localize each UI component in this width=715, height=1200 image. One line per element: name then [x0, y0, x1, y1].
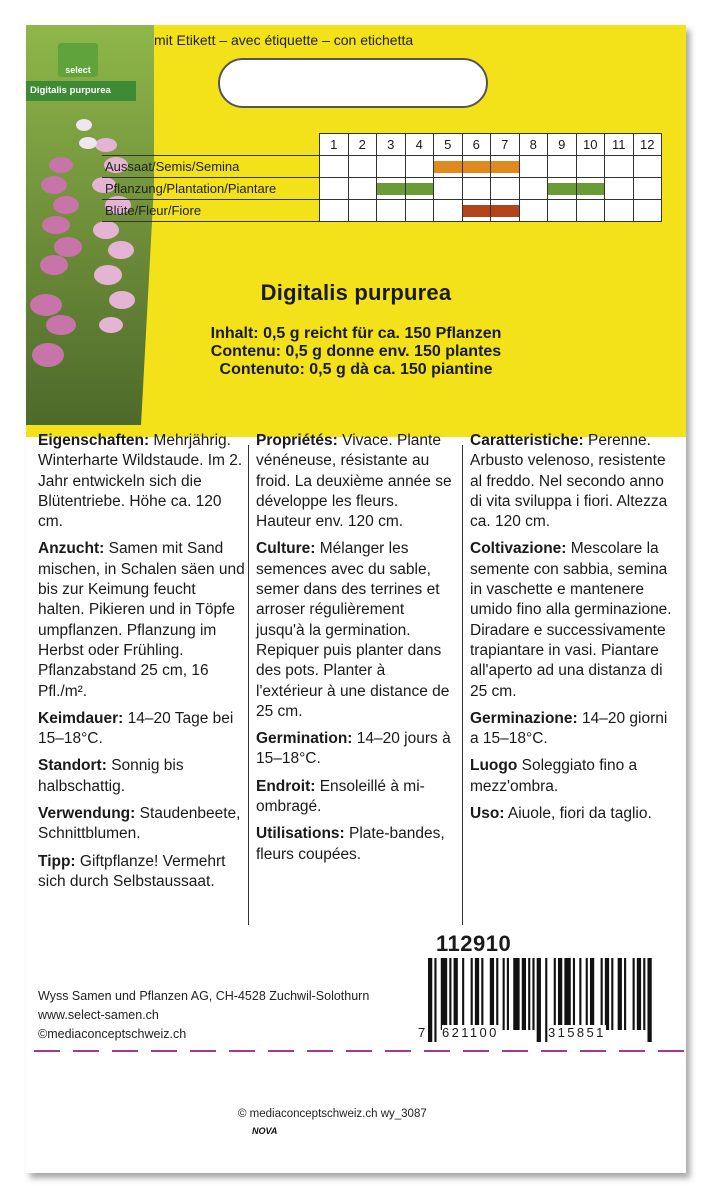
month-cell [348, 200, 377, 222]
month-header: 8 [519, 134, 548, 156]
cut-dash [268, 1050, 294, 1052]
content-it: Contenuto: 0,5 g dà ca. 150 piantine [219, 361, 493, 378]
instruction-heading: Germination: [256, 730, 353, 748]
instruction-paragraph [38, 431, 245, 532]
instruction-paragraph [470, 709, 676, 750]
instruction-heading: Endroit: [256, 777, 316, 795]
calendar-row [102, 178, 662, 200]
month-cell [605, 178, 634, 200]
barcode-bar [624, 958, 626, 1030]
month-header: 6 [462, 134, 491, 156]
period-bar [491, 205, 519, 217]
french-column [256, 431, 456, 872]
instruction-text: 14–20 giorni a 15–18°C. [470, 709, 668, 748]
calendar-row-label: Blüte/Fleur/Fiore [102, 200, 320, 222]
instruction-paragraph [38, 756, 245, 797]
period-bar [463, 161, 491, 173]
cut-dash [424, 1050, 450, 1052]
month-cell [434, 200, 463, 222]
month-header: 2 [348, 134, 377, 156]
barcode-bar [564, 958, 570, 1030]
month-cell [405, 156, 434, 178]
instruction-text: Giftpflanze! Vermehrt sich durch Selbstaussaat. [38, 852, 226, 890]
instruction-paragraph [256, 431, 456, 532]
cut-dash [619, 1050, 645, 1052]
barcode-bar [507, 958, 509, 1030]
instruction-paragraph [256, 539, 456, 722]
month-cell [576, 178, 605, 200]
barcode-bar [601, 958, 603, 1030]
month-header: 1 [320, 134, 349, 156]
instruction-paragraph [38, 804, 245, 845]
barcode-bar [532, 958, 534, 1030]
sowing-calendar [102, 133, 662, 222]
barcode-bar [558, 958, 562, 1030]
month-cell [548, 156, 577, 178]
calendar-row-label: Aussaat/Semis/Semina [102, 156, 320, 178]
month-header: 9 [548, 134, 577, 156]
period-bar [548, 183, 576, 195]
barcode-bar [537, 958, 541, 1042]
content-lines [26, 325, 686, 379]
cut-dash [73, 1050, 99, 1052]
month-cell [377, 200, 406, 222]
calendar-row [102, 200, 662, 222]
instruction-heading: Luogo [470, 757, 518, 775]
instruction-text: 14–20 Tage bei 15–18°C. [38, 709, 234, 748]
german-column [38, 431, 245, 899]
instruction-heading: Uso: [470, 805, 505, 823]
month-cell [576, 200, 605, 222]
month-cell [377, 178, 406, 200]
cut-dash [151, 1050, 177, 1052]
product-title: Digitalis purpurea [260, 280, 452, 305]
month-cell [320, 178, 349, 200]
month-header: 11 [605, 134, 634, 156]
instruction-heading: Standort: [38, 757, 107, 775]
period-bar [434, 161, 462, 173]
period-bar [377, 183, 405, 195]
barcode-bar [554, 958, 556, 1030]
barcode-bar [637, 958, 641, 1030]
instruction-text: Aiuole, fiori da taglio. [504, 805, 652, 823]
company-info [38, 987, 369, 1044]
month-cell [462, 178, 491, 200]
photo-label: Digitalis purpurea [26, 81, 136, 101]
month-cell [605, 200, 634, 222]
instruction-text: 14–20 jours à 15–18°C. [256, 730, 451, 768]
month-cell [548, 178, 577, 200]
barcode-bar [496, 958, 498, 1030]
instruction-heading: Keimdauer: [38, 709, 124, 727]
month-cell [405, 200, 434, 222]
month-cell [576, 156, 605, 178]
cut-dash [190, 1050, 216, 1052]
month-cell [348, 178, 377, 200]
month-cell [348, 156, 377, 178]
cut-dash [658, 1050, 684, 1052]
barcode-bar [545, 958, 547, 1042]
barcode-bar [633, 958, 635, 1030]
month-header: 12 [633, 134, 662, 156]
instruction-heading: Eigenschaften: [38, 432, 150, 449]
footer-credit: © mediaconceptschweiz.ch wy_3087 [238, 1108, 427, 1120]
instruction-text: Sonnig bis halbschattig. [38, 757, 184, 795]
barcode-bar [434, 958, 436, 1042]
barcode-bar [481, 958, 483, 1030]
cut-dash [463, 1050, 489, 1052]
instruction-text: Samen mit Sand mischen, in Schalen säen und bis zur Keimung feucht halten. Pikieren und in Töpfe umpflanzen. Pflanzung im Herbst oder Frühling. Pflanzabstand 25 cm, 16 Pfl./m². [38, 540, 245, 700]
month-cell [519, 200, 548, 222]
barcode-bar [475, 958, 479, 1030]
instruction-heading: Caratteristiche: [470, 432, 584, 449]
instruction-text: Perenne. Arbusto velenoso, resistente al freddo. Nel secondo anno di vita sviluppa i fiori. Altezza ca. 120 cm. [470, 432, 668, 531]
period-bar [577, 183, 605, 195]
period-bar [491, 161, 519, 173]
product-number: 112910 [436, 931, 512, 956]
barcode-bar [441, 958, 447, 1030]
instruction-paragraph [256, 777, 456, 818]
cut-dash [34, 1050, 60, 1052]
company-copyright: ©mediaconceptschweiz.ch [38, 1027, 187, 1041]
month-header: 3 [377, 134, 406, 156]
month-cell [434, 178, 463, 200]
month-cell [491, 156, 520, 178]
seed-packet-back [26, 25, 686, 1173]
month-cell [434, 156, 463, 178]
instructions [26, 431, 686, 927]
ean-left-digits: 621100 [442, 1025, 499, 1040]
month-cell [462, 200, 491, 222]
instruction-text: Mehrjährig. Winterharte Wildstaude. Im 2. Jahr entwickeln sich die Blütentriebe. Höhe ca. 120 cm. [38, 432, 243, 531]
ean-right-digits: 315851 [548, 1025, 606, 1040]
barcode-bar [449, 958, 451, 1030]
company-website: www.select-samen.ch [38, 1008, 159, 1022]
barcode-bar [454, 958, 458, 1030]
cut-dash [112, 1050, 138, 1052]
instruction-text: Staudenbeete, Schnittblumen. [38, 805, 241, 843]
month-header: 7 [491, 134, 520, 156]
instruction-heading: Verwendung: [38, 805, 136, 823]
barcode-bar [428, 958, 432, 1042]
content-fr: Contenu: 0,5 g donne env. 150 plantes [210, 343, 502, 360]
instruction-heading: Coltivazione: [470, 540, 567, 558]
instruction-paragraph [256, 824, 456, 865]
month-cell [633, 156, 662, 178]
month-cell [320, 156, 349, 178]
month-cell [491, 200, 520, 222]
month-cell [491, 178, 520, 200]
cut-dash [385, 1050, 411, 1052]
barcode-bar [618, 958, 622, 1030]
column-divider [462, 445, 463, 925]
instruction-paragraph [470, 539, 676, 701]
month-cell [633, 200, 662, 222]
barcode-bar [522, 958, 526, 1030]
barcode-bar [611, 958, 613, 1030]
month-header: 4 [405, 134, 434, 156]
month-cell [633, 178, 662, 200]
month-cell [519, 178, 548, 200]
barcode-bar [573, 958, 575, 1030]
barcode-bar [503, 958, 505, 1030]
content-de: Inhalt: 0,5 g reicht für ca. 150 Pflanzen [210, 325, 502, 342]
instruction-heading: Utilisations: [256, 825, 345, 843]
company-address: Wyss Samen und Pflanzen AG, CH-4528 Zuchwil-Solothurn [38, 989, 370, 1003]
printer-logo: NOVA [252, 1126, 278, 1136]
barcode-bar [590, 958, 594, 1030]
italian-column [470, 431, 676, 831]
column-divider [248, 445, 249, 925]
instruction-heading: Culture: [256, 540, 316, 558]
month-cell [462, 156, 491, 178]
instruction-paragraph [470, 804, 676, 824]
instruction-paragraph [38, 709, 245, 750]
instruction-text: Soleggiato fino a mezz'ombra. [470, 757, 638, 795]
instruction-paragraph [256, 729, 456, 770]
cut-dash [229, 1050, 255, 1052]
calendar-row [102, 156, 662, 178]
instruction-heading: Anzucht: [38, 540, 105, 558]
barcode-bar [528, 958, 530, 1030]
instruction-text: Mescolare la semente con sabbia, semina in vaschette e mantenere umido fino alla germinazione. Diradare e successivamente trapiantare in vasi. Piantare all'aperto ad una distanza di 25 cm. [470, 540, 672, 700]
month-cell [320, 200, 349, 222]
instruction-text: Vivace. Plante vénéneuse, résistante au froid. La deuxième année se développe les fleurs. Hauteur env. 120 cm. [256, 432, 452, 531]
barcode-bar [471, 958, 473, 1030]
calendar-row-label: Pflanzung/Plantation/Piantare [102, 178, 320, 200]
instruction-paragraph [38, 539, 245, 701]
barcode-bar [643, 958, 645, 1030]
barcode-bar [490, 958, 494, 1030]
barcode-bar [647, 958, 651, 1042]
month-cell [377, 156, 406, 178]
month-cell [405, 178, 434, 200]
hang-hole [218, 58, 488, 108]
barcode-bar [462, 958, 464, 1030]
cut-dash [502, 1050, 528, 1052]
instruction-paragraph [470, 431, 676, 532]
instruction-paragraph [38, 852, 245, 893]
header-panel [26, 25, 686, 437]
cut-dash [580, 1050, 606, 1052]
period-bar [406, 183, 434, 195]
month-header: 5 [434, 134, 463, 156]
month-cell [548, 200, 577, 222]
barcode-bar [586, 958, 588, 1030]
month-header: 10 [576, 134, 605, 156]
instruction-heading: Propriétés: [256, 432, 338, 449]
ean-first-digit: 7 [418, 1025, 428, 1040]
instruction-heading: Tipp: [38, 852, 76, 870]
instruction-paragraph [470, 756, 676, 797]
barcode-bar [605, 958, 609, 1030]
select-logo [58, 43, 98, 77]
cut-dash [541, 1050, 567, 1052]
barcode-bar [513, 958, 519, 1030]
instruction-heading: Germinazione: [470, 709, 578, 727]
cut-dash [307, 1050, 333, 1052]
calendar-corner [102, 134, 320, 156]
instruction-text: Mélanger les semences avec du sable, semer dans des terrines et arroser régulièrement jusqu'à la germination. Repiquer puis planter dans des pots. Planter à l'extérieur à une distance de 25 cm. [256, 540, 450, 720]
instruction-text: Ensoleillé à mi-ombragé. [256, 777, 425, 816]
period-bar [463, 205, 491, 217]
month-cell [605, 156, 634, 178]
tagline: mit Etikett – avec étiquette – con etichetta [154, 32, 414, 48]
cut-line [34, 1050, 686, 1053]
month-cell [519, 156, 548, 178]
barcode-bar [579, 958, 581, 1030]
cut-dash [346, 1050, 372, 1052]
brand-name: select [65, 65, 91, 75]
instruction-text: Plate-bandes, fleurs coupées. [256, 825, 445, 863]
